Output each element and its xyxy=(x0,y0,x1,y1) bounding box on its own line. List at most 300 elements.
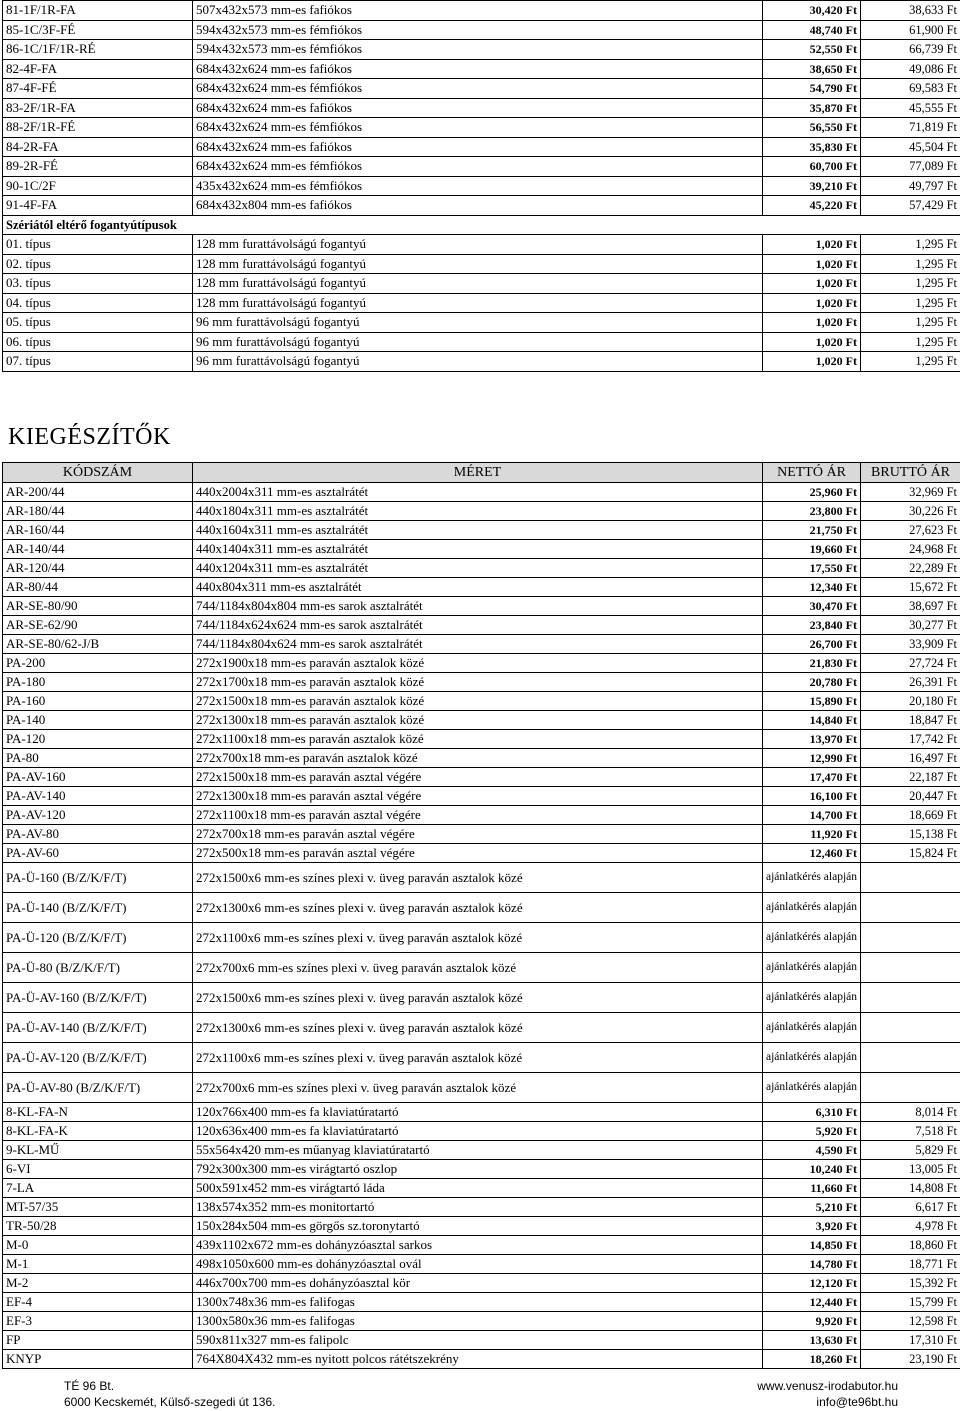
net-price: 52,550 Ft xyxy=(763,40,861,60)
product-code: AR-SE-62/90 xyxy=(3,616,193,635)
net-price: 30,470 Ft xyxy=(763,597,861,616)
product-size: 684x432x804 mm-es fafiókos xyxy=(193,196,763,216)
product-code: 8-KL-FA-N xyxy=(3,1103,193,1122)
price-on-request: ajánlatkérés alapján xyxy=(763,863,861,893)
handle-section-title: Szériától eltérő fogantyútípusok xyxy=(3,215,960,235)
product-code: 82-4F-FA xyxy=(3,59,193,79)
gross-price: 6,617 Ft xyxy=(861,1198,960,1217)
product-size: 96 mm furattávolságú fogantyú xyxy=(193,313,763,333)
table-row xyxy=(3,1179,960,1198)
product-size: 1300x748x36 mm-es falifogas xyxy=(193,1293,763,1312)
net-price: 17,550 Ft xyxy=(763,559,861,578)
footer-website[interactable]: www.venusz-irodabutor.hu xyxy=(757,1379,898,1393)
product-size: 435x432x624 mm-es fémfiókos xyxy=(193,176,763,196)
gross-price: 15,138 Ft xyxy=(861,825,960,844)
gross-price: 14,808 Ft xyxy=(861,1179,960,1198)
net-price: 4,590 Ft xyxy=(763,1141,861,1160)
product-size: 684x432x624 mm-es fémfiókos xyxy=(193,79,763,99)
product-size: 272x1300x6 mm-es színes plexi v. üveg paraván asztalok közé xyxy=(193,893,763,923)
product-code: 04. típus xyxy=(3,293,193,313)
product-code: 81-1F/1R-FA xyxy=(3,1,193,21)
product-size: 96 mm furattávolságú fogantyú xyxy=(193,332,763,352)
net-price: 11,660 Ft xyxy=(763,1179,861,1198)
gross-price: 33,909 Ft xyxy=(861,635,960,654)
product-size: 440x1404x311 mm-es asztalrátét xyxy=(193,540,763,559)
product-code: 85-1C/3F-FÉ xyxy=(3,20,193,40)
product-code: PA-AV-80 xyxy=(3,825,193,844)
net-price: 9,920 Ft xyxy=(763,1312,861,1331)
gross-price: 16,497 Ft xyxy=(861,749,960,768)
product-size: 684x432x624 mm-es fafiókos xyxy=(193,59,763,79)
product-code: PA-Ü-AV-160 (B/Z/K/F/T) xyxy=(3,983,193,1013)
table-row xyxy=(3,254,960,274)
net-price: 23,840 Ft xyxy=(763,616,861,635)
product-size: 594x432x573 mm-es fémfiókos xyxy=(193,20,763,40)
product-code: 89-2R-FÉ xyxy=(3,157,193,177)
product-size: 272x1300x18 mm-es paraván asztal végére xyxy=(193,787,763,806)
table-header-row xyxy=(3,463,960,483)
gross-price: 15,392 Ft xyxy=(861,1274,960,1293)
table-row xyxy=(3,332,960,352)
net-price: 30,420 Ft xyxy=(763,1,861,21)
product-code: 01. típus xyxy=(3,235,193,255)
footer-right xyxy=(757,1378,898,1410)
price-on-request: ajánlatkérés alapján xyxy=(763,923,861,953)
table-row xyxy=(3,40,960,60)
product-code: AR-120/44 xyxy=(3,559,193,578)
net-price: 18,260 Ft xyxy=(763,1350,861,1369)
product-code: 88-2F/1R-FÉ xyxy=(3,118,193,138)
net-price: 21,830 Ft xyxy=(763,654,861,673)
gross-price: 17,742 Ft xyxy=(861,730,960,749)
gross-price: 18,669 Ft xyxy=(861,806,960,825)
table-row xyxy=(3,483,960,502)
net-price: 25,960 Ft xyxy=(763,483,861,502)
product-code: 86-1C/1F/1R-RÉ xyxy=(3,40,193,60)
table-row xyxy=(3,983,960,1013)
net-price: 6,310 Ft xyxy=(763,1103,861,1122)
product-size: 120x766x400 mm-es fa klaviatúratartó xyxy=(193,1103,763,1122)
product-code: PA-AV-60 xyxy=(3,844,193,863)
product-code: 9-KL-MŰ xyxy=(3,1141,193,1160)
table-row xyxy=(3,59,960,79)
net-price: 14,850 Ft xyxy=(763,1236,861,1255)
product-size: 128 mm furattávolságú fogantyú xyxy=(193,254,763,274)
product-code: PA-120 xyxy=(3,730,193,749)
net-price: 14,700 Ft xyxy=(763,806,861,825)
gross-price: 1,295 Ft xyxy=(861,293,960,313)
product-code: 84-2R-FA xyxy=(3,137,193,157)
product-size: 272x1100x18 mm-es paraván asztal végére xyxy=(193,806,763,825)
table-row xyxy=(3,1236,960,1255)
product-size: 594x432x573 mm-es fémfiókos xyxy=(193,40,763,60)
table-row xyxy=(3,768,960,787)
header-net-price: NETTÓ ÁR xyxy=(763,463,861,483)
net-price: 20,780 Ft xyxy=(763,673,861,692)
product-size: 128 mm furattávolságú fogantyú xyxy=(193,274,763,294)
table-row xyxy=(3,806,960,825)
product-code: AR-140/44 xyxy=(3,540,193,559)
table-row xyxy=(3,749,960,768)
footer-left xyxy=(64,1378,275,1410)
gross-price-empty xyxy=(861,863,960,893)
product-size: 440x1604x311 mm-es asztalrátét xyxy=(193,521,763,540)
product-size: 500x591x452 mm-es virágtartó láda xyxy=(193,1179,763,1198)
product-code: 02. típus xyxy=(3,254,193,274)
table-row xyxy=(3,157,960,177)
net-price: 13,630 Ft xyxy=(763,1331,861,1350)
table-row xyxy=(3,235,960,255)
net-price: 12,120 Ft xyxy=(763,1274,861,1293)
table-row xyxy=(3,825,960,844)
net-price: 1,020 Ft xyxy=(763,293,861,313)
gross-price: 18,860 Ft xyxy=(861,1236,960,1255)
table-row xyxy=(3,540,960,559)
product-code: MT-57/35 xyxy=(3,1198,193,1217)
table-row xyxy=(3,559,960,578)
net-price: 21,750 Ft xyxy=(763,521,861,540)
net-price: 60,700 Ft xyxy=(763,157,861,177)
product-size: 744/1184x804x624 mm-es sarok asztalrátét xyxy=(193,635,763,654)
gross-price: 27,724 Ft xyxy=(861,654,960,673)
table-row xyxy=(3,863,960,893)
net-price: 54,790 Ft xyxy=(763,79,861,99)
product-code: PA-Ü-AV-120 (B/Z/K/F/T) xyxy=(3,1043,193,1073)
gross-price: 27,623 Ft xyxy=(861,521,960,540)
table-row xyxy=(3,1122,960,1141)
table-row xyxy=(3,1043,960,1073)
gross-price: 12,598 Ft xyxy=(861,1312,960,1331)
handle-section-row xyxy=(3,215,960,235)
table-row xyxy=(3,893,960,923)
gross-price: 30,277 Ft xyxy=(861,616,960,635)
product-code: PA-160 xyxy=(3,692,193,711)
product-code: KNYP xyxy=(3,1350,193,1369)
product-code: FP xyxy=(3,1331,193,1350)
product-size: 590x811x327 mm-es falipolc xyxy=(193,1331,763,1350)
product-code: AR-SE-80/90 xyxy=(3,597,193,616)
net-price: 17,470 Ft xyxy=(763,768,861,787)
gross-price: 13,005 Ft xyxy=(861,1160,960,1179)
gross-price: 15,799 Ft xyxy=(861,1293,960,1312)
net-price: 16,100 Ft xyxy=(763,787,861,806)
gross-price: 17,310 Ft xyxy=(861,1331,960,1350)
net-price: 38,650 Ft xyxy=(763,59,861,79)
product-size: 55x564x420 mm-es műanyag klaviatúratartó xyxy=(193,1141,763,1160)
net-price: 39,210 Ft xyxy=(763,176,861,196)
table-row xyxy=(3,118,960,138)
gross-price-empty xyxy=(861,1043,960,1073)
product-size: 272x1500x6 mm-es színes plexi v. üveg paraván asztalok közé xyxy=(193,983,763,1013)
gross-price: 15,824 Ft xyxy=(861,844,960,863)
net-price: 1,020 Ft xyxy=(763,274,861,294)
table-row xyxy=(3,1274,960,1293)
product-code: PA-Ü-AV-140 (B/Z/K/F/T) xyxy=(3,1013,193,1043)
gross-price: 49,797 Ft xyxy=(861,176,960,196)
net-price: 12,440 Ft xyxy=(763,1293,861,1312)
net-price: 12,990 Ft xyxy=(763,749,861,768)
table-row xyxy=(3,98,960,118)
product-code: TR-50/28 xyxy=(3,1217,193,1236)
net-price: 23,800 Ft xyxy=(763,502,861,521)
gross-price: 18,771 Ft xyxy=(861,1255,960,1274)
net-price: 12,340 Ft xyxy=(763,578,861,597)
product-size: 1300x580x36 mm-es falifogas xyxy=(193,1312,763,1331)
gross-price: 77,089 Ft xyxy=(861,157,960,177)
table-row xyxy=(3,597,960,616)
header-size: MÉRET xyxy=(193,463,763,483)
product-size: 446x700x700 mm-es dohányzóasztal kör xyxy=(193,1274,763,1293)
table-row xyxy=(3,1141,960,1160)
product-size: 272x1500x6 mm-es színes plexi v. üveg paraván asztalok közé xyxy=(193,863,763,893)
product-code: M-2 xyxy=(3,1274,193,1293)
product-size: 128 mm furattávolságú fogantyú xyxy=(193,293,763,313)
net-price: 1,020 Ft xyxy=(763,332,861,352)
footer-address: 6000 Kecskemét, Külső-szegedi út 136. xyxy=(64,1395,276,1409)
net-price: 5,210 Ft xyxy=(763,1198,861,1217)
gross-price-empty xyxy=(861,1073,960,1103)
product-size: 272x700x6 mm-es színes plexi v. üveg paraván asztalok közé xyxy=(193,1073,763,1103)
price-on-request: ajánlatkérés alapján xyxy=(763,1013,861,1043)
product-code: PA-AV-140 xyxy=(3,787,193,806)
gross-price: 1,295 Ft xyxy=(861,235,960,255)
product-code: PA-180 xyxy=(3,673,193,692)
product-code: 8-KL-FA-K xyxy=(3,1122,193,1141)
product-size: 272x1100x6 mm-es színes plexi v. üveg paraván asztalok közé xyxy=(193,1043,763,1073)
product-size: 440x1204x311 mm-es asztalrátét xyxy=(193,559,763,578)
table-row xyxy=(3,578,960,597)
product-code: PA-200 xyxy=(3,654,193,673)
table-row xyxy=(3,1312,960,1331)
table-row xyxy=(3,1255,960,1274)
product-size: 272x1500x18 mm-es paraván asztalok közé xyxy=(193,692,763,711)
product-code: 90-1C/2F xyxy=(3,176,193,196)
gross-price: 61,900 Ft xyxy=(861,20,960,40)
net-price: 14,780 Ft xyxy=(763,1255,861,1274)
product-size: 120x636x400 mm-es fa klaviatúratartó xyxy=(193,1122,763,1141)
gross-price: 18,847 Ft xyxy=(861,711,960,730)
product-code: PA-140 xyxy=(3,711,193,730)
price-on-request: ajánlatkérés alapján xyxy=(763,893,861,923)
table-row xyxy=(3,1350,960,1369)
table-row xyxy=(3,844,960,863)
product-size: 272x500x18 mm-es paraván asztal végére xyxy=(193,844,763,863)
net-price: 13,970 Ft xyxy=(763,730,861,749)
net-price: 45,220 Ft xyxy=(763,196,861,216)
net-price: 12,460 Ft xyxy=(763,844,861,863)
table-row xyxy=(3,502,960,521)
table-row xyxy=(3,923,960,953)
gross-price: 45,504 Ft xyxy=(861,137,960,157)
product-code: M-0 xyxy=(3,1236,193,1255)
product-size: 272x1900x18 mm-es paraván asztalok közé xyxy=(193,654,763,673)
table-row xyxy=(3,1198,960,1217)
product-size: 764X804X432 mm-es nyitott polcos rátétszekrény xyxy=(193,1350,763,1369)
product-code: PA-AV-120 xyxy=(3,806,193,825)
net-price: 35,830 Ft xyxy=(763,137,861,157)
product-size: 684x432x624 mm-es fémfiókos xyxy=(193,157,763,177)
product-size: 272x1300x18 mm-es paraván asztalok közé xyxy=(193,711,763,730)
gross-price-empty xyxy=(861,1013,960,1043)
table-row xyxy=(3,521,960,540)
gross-price: 30,226 Ft xyxy=(861,502,960,521)
gross-price: 7,518 Ft xyxy=(861,1122,960,1141)
table-row xyxy=(3,635,960,654)
product-size: 498x1050x600 mm-es dohányzóasztal ovál xyxy=(193,1255,763,1274)
product-code: AR-160/44 xyxy=(3,521,193,540)
table-row xyxy=(3,1331,960,1350)
product-size: 272x1100x6 mm-es színes plexi v. üveg paraván asztalok közé xyxy=(193,923,763,953)
table-row xyxy=(3,711,960,730)
product-code: PA-Ü-AV-80 (B/Z/K/F/T) xyxy=(3,1073,193,1103)
product-size: 507x432x573 mm-es fafiókos xyxy=(193,1,763,21)
net-price: 15,890 Ft xyxy=(763,692,861,711)
price-on-request: ajánlatkérés alapján xyxy=(763,1043,861,1073)
product-code: EF-3 xyxy=(3,1312,193,1331)
product-size: 272x1700x18 mm-es paraván asztalok közé xyxy=(193,673,763,692)
product-size: 684x432x624 mm-es fafiókos xyxy=(193,98,763,118)
section-title: KIEGÉSZÍTŐK xyxy=(8,424,171,450)
net-price: 14,840 Ft xyxy=(763,711,861,730)
product-code: 03. típus xyxy=(3,274,193,294)
top-price-table xyxy=(2,0,960,372)
table-row xyxy=(3,787,960,806)
table-row xyxy=(3,1293,960,1312)
header-code: KÓDSZÁM xyxy=(3,463,193,483)
gross-price: 66,739 Ft xyxy=(861,40,960,60)
product-code: AR-180/44 xyxy=(3,502,193,521)
net-price: 56,550 Ft xyxy=(763,118,861,138)
gross-price: 38,697 Ft xyxy=(861,597,960,616)
gross-price: 4,978 Ft xyxy=(861,1217,960,1236)
table-row xyxy=(3,1217,960,1236)
table-row xyxy=(3,137,960,157)
product-code: AR-200/44 xyxy=(3,483,193,502)
gross-price-empty xyxy=(861,923,960,953)
gross-price: 22,187 Ft xyxy=(861,768,960,787)
table-row xyxy=(3,616,960,635)
price-on-request: ajánlatkérés alapján xyxy=(763,983,861,1013)
gross-price: 20,447 Ft xyxy=(861,787,960,806)
product-code: 91-4F-FA xyxy=(3,196,193,216)
gross-price: 45,555 Ft xyxy=(861,98,960,118)
table-row xyxy=(3,352,960,372)
gross-price-empty xyxy=(861,953,960,983)
gross-price: 26,391 Ft xyxy=(861,673,960,692)
table-row xyxy=(3,274,960,294)
product-size: 684x432x624 mm-es fémfiókos xyxy=(193,118,763,138)
gross-price: 1,295 Ft xyxy=(861,352,960,372)
gross-price: 32,969 Ft xyxy=(861,483,960,502)
gross-price: 24,968 Ft xyxy=(861,540,960,559)
gross-price-empty xyxy=(861,983,960,1013)
product-code: AR-SE-80/62-J/B xyxy=(3,635,193,654)
gross-price: 20,180 Ft xyxy=(861,692,960,711)
product-code: AR-80/44 xyxy=(3,578,193,597)
gross-price: 8,014 Ft xyxy=(861,1103,960,1122)
product-code: 83-2F/1R-FA xyxy=(3,98,193,118)
product-size: 440x804x311 mm-es asztalrátét xyxy=(193,578,763,597)
product-size: 150x284x504 mm-es görgős sz.toronytartó xyxy=(193,1217,763,1236)
footer-email[interactable]: info@te96bt.hu xyxy=(816,1395,898,1409)
product-size: 272x1500x18 mm-es paraván asztal végére xyxy=(193,768,763,787)
product-size: 792x300x300 mm-es virágtartó oszlop xyxy=(193,1160,763,1179)
product-size: 128 mm furattávolságú fogantyú xyxy=(193,235,763,255)
gross-price: 71,819 Ft xyxy=(861,118,960,138)
table-row xyxy=(3,692,960,711)
product-size: 138x574x352 mm-es monitortartó xyxy=(193,1198,763,1217)
product-size: 272x700x6 mm-es színes plexi v. üveg paraván asztalok közé xyxy=(193,953,763,983)
table-row xyxy=(3,79,960,99)
product-size: 744/1184x624x624 mm-es sarok asztalrátét xyxy=(193,616,763,635)
gross-price: 1,295 Ft xyxy=(861,274,960,294)
gross-price: 1,295 Ft xyxy=(861,313,960,333)
product-code: 07. típus xyxy=(3,352,193,372)
net-price: 11,920 Ft xyxy=(763,825,861,844)
table-row xyxy=(3,730,960,749)
table-row xyxy=(3,1160,960,1179)
net-price: 19,660 Ft xyxy=(763,540,861,559)
product-code: PA-AV-160 xyxy=(3,768,193,787)
product-code: EF-4 xyxy=(3,1293,193,1312)
gross-price: 1,295 Ft xyxy=(861,254,960,274)
net-price: 26,700 Ft xyxy=(763,635,861,654)
table-row xyxy=(3,196,960,216)
accessories-table xyxy=(2,462,960,1369)
net-price: 1,020 Ft xyxy=(763,352,861,372)
header-gross-price: BRUTTÓ ÁR xyxy=(861,463,960,483)
table-row xyxy=(3,1013,960,1043)
gross-price: 22,289 Ft xyxy=(861,559,960,578)
gross-price: 5,829 Ft xyxy=(861,1141,960,1160)
product-size: 684x432x624 mm-es fafiókos xyxy=(193,137,763,157)
table-row xyxy=(3,20,960,40)
gross-price: 1,295 Ft xyxy=(861,332,960,352)
gross-price: 57,429 Ft xyxy=(861,196,960,216)
product-size: 440x1804x311 mm-es asztalrátét xyxy=(193,502,763,521)
product-code: PA-80 xyxy=(3,749,193,768)
net-price: 5,920 Ft xyxy=(763,1122,861,1141)
footer-company: TÉ 96 Bt. xyxy=(64,1379,115,1393)
table-row xyxy=(3,673,960,692)
table-row xyxy=(3,654,960,673)
table-row xyxy=(3,293,960,313)
net-price: 35,870 Ft xyxy=(763,98,861,118)
product-size: 440x2004x311 mm-es asztalrátét xyxy=(193,483,763,502)
gross-price: 49,086 Ft xyxy=(861,59,960,79)
product-size: 744/1184x804x804 mm-es sarok asztalrátét xyxy=(193,597,763,616)
product-size: 96 mm furattávolságú fogantyú xyxy=(193,352,763,372)
net-price: 3,920 Ft xyxy=(763,1217,861,1236)
price-on-request: ajánlatkérés alapján xyxy=(763,1073,861,1103)
product-code: 05. típus xyxy=(3,313,193,333)
table-row xyxy=(3,176,960,196)
product-code: PA-Ü-140 (B/Z/K/F/T) xyxy=(3,893,193,923)
table-row xyxy=(3,1103,960,1122)
net-price: 1,020 Ft xyxy=(763,313,861,333)
net-price: 48,740 Ft xyxy=(763,20,861,40)
table-row xyxy=(3,1073,960,1103)
gross-price: 69,583 Ft xyxy=(861,79,960,99)
product-code: PA-Ü-160 (B/Z/K/F/T) xyxy=(3,863,193,893)
product-size: 272x700x18 mm-es paraván asztalok közé xyxy=(193,749,763,768)
gross-price: 38,633 Ft xyxy=(861,1,960,21)
product-code: M-1 xyxy=(3,1255,193,1274)
table-row xyxy=(3,313,960,333)
net-price: 1,020 Ft xyxy=(763,254,861,274)
net-price: 10,240 Ft xyxy=(763,1160,861,1179)
table-row xyxy=(3,1,960,21)
